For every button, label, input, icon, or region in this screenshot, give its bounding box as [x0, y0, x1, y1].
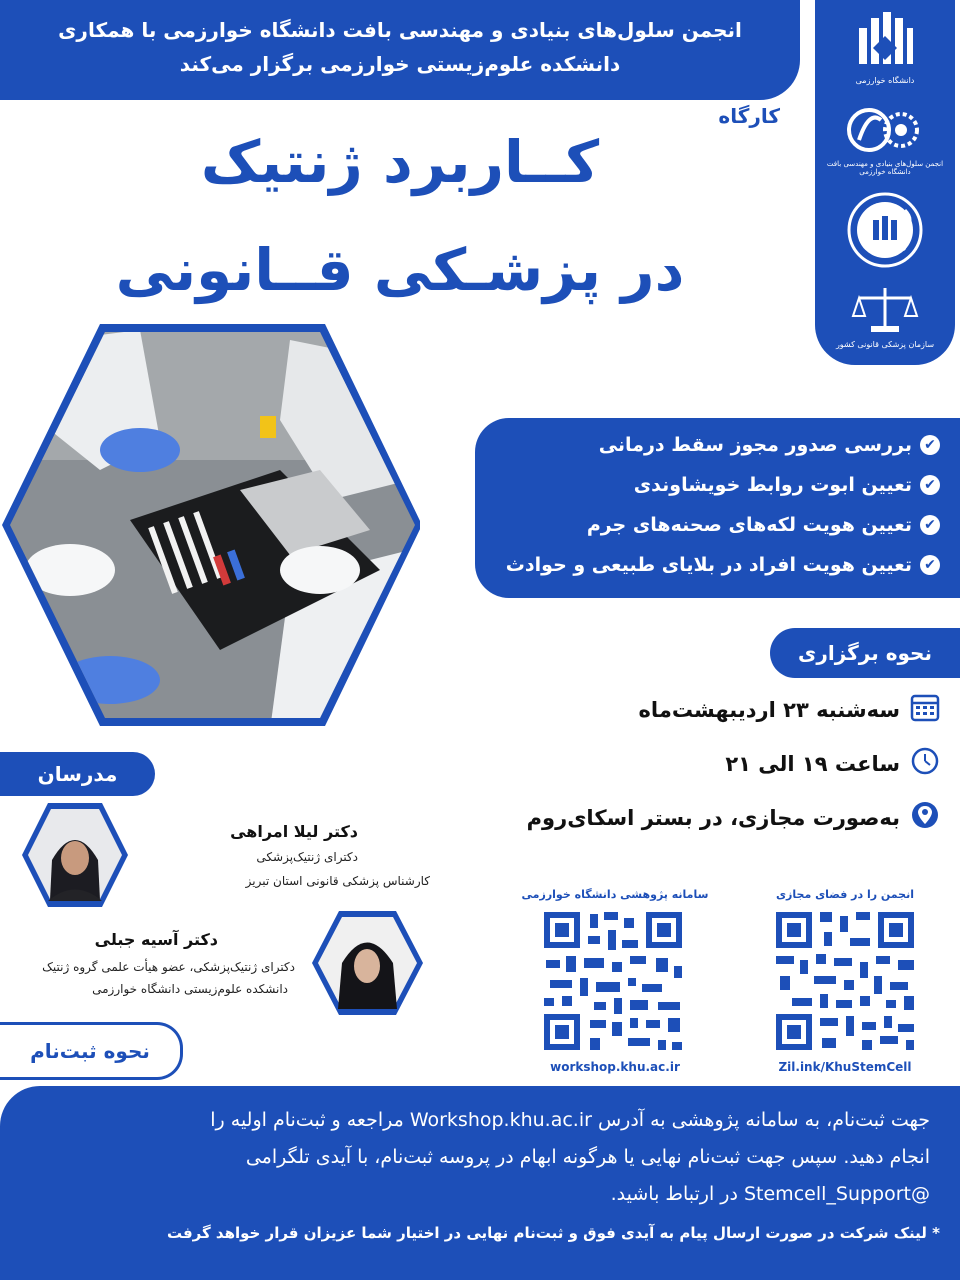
topic-item	[506, 554, 940, 576]
university-logo-caption: دانشگاه خوارزمی	[855, 76, 915, 85]
calendar-icon	[910, 692, 940, 727]
instructor-name: دکتر آسیه جبلی	[94, 930, 218, 949]
date-text: سه‌شنبه ۲۳ اردیبهشت‌ماه	[638, 697, 900, 722]
header-line-2: دانشکده علوم‌زیستی خوارزمی برگزار می‌کند	[179, 52, 621, 76]
topic-label: تعیین هویت افراد در بلایای طبیعی و حوادث	[505, 554, 912, 576]
clock-icon	[910, 746, 940, 781]
association-logo-icon	[845, 100, 925, 160]
header-banner	[0, 0, 800, 100]
topic-label: تعیین هویت لکه‌های صحنه‌های جرم	[586, 514, 912, 536]
check-icon: ✔	[920, 435, 940, 455]
title-line-2: در پزشـکی قــانونی	[115, 236, 685, 304]
qr-code-association[interactable]	[770, 906, 920, 1060]
legal-medicine-logo-caption: سازمان پزشکی قانونی کشور	[835, 340, 935, 349]
qr-research-link[interactable]: workshop.khu.ac.ir	[550, 1060, 680, 1074]
topic-label: بررسی صدور مجوز سقط درمانی	[598, 434, 912, 456]
qr-research-title: سامانه پژوهشی دانشگاه خوارزمی	[521, 888, 709, 901]
logo-column	[815, 0, 955, 365]
check-icon: ✔	[920, 475, 940, 495]
place-text: به‌صورت مجازی، در بستر اسکای‌روم	[526, 805, 900, 830]
title-line-1: کــاربرد ژنتیک	[200, 128, 600, 196]
qr-association-link[interactable]: Zil.ink/KhuStemCell	[778, 1060, 912, 1074]
registration-line-1: جهت ثبت‌نام، به سامانه پژوهشی به آدرس Workshop.khu.ac.ir مراجعه و ثبت‌نام اولیه را	[210, 1109, 930, 1131]
registration-note: * لینک شرکت در صورت ارسال پیام به آیدی فوق و ثبت‌نام نهایی در اختیار شما عزیزان قرار خواهد گرفت	[166, 1224, 940, 1242]
instructor-name: دکتر لیلا امراهی	[230, 822, 358, 841]
topic-label: تعیین ابوت روابط خویشاوندی	[633, 474, 912, 496]
instructor-position: دانشکده علوم‌زیستی دانشگاه خوارزمی	[92, 982, 288, 996]
time-row	[725, 746, 940, 781]
qr-code-research[interactable]	[538, 906, 688, 1060]
topic-item	[599, 434, 940, 456]
avatar	[310, 908, 425, 1018]
registration-line-3: @Stemcell_Support در ارتباط باشید.	[610, 1183, 930, 1205]
qr-association-title: انجمن را در فضای مجازی	[775, 888, 915, 901]
check-icon: ✔	[920, 555, 940, 575]
university-logo-icon	[855, 8, 915, 68]
check-icon: ✔	[920, 515, 940, 535]
location-pin-icon	[910, 800, 940, 835]
schedule-heading: نحوه برگزاری	[770, 628, 960, 678]
avatar	[20, 800, 130, 910]
topic-item	[587, 514, 940, 536]
instructors-heading: مدرسان	[0, 752, 155, 796]
legal-medicine-logo-icon	[845, 282, 925, 342]
forensic-photo	[0, 320, 420, 730]
date-row	[639, 692, 940, 727]
instructor-title: دکترای ژنتیک‌پزشکی، عضو هیأت علمی گروه ژنتیک	[42, 960, 295, 974]
registration-line-2: انجام دهید. سپس جهت ثبت‌نام نهایی یا هرگونه ابهام در پروسه ثبت‌نام، با آیدی تلگرامی	[245, 1146, 930, 1168]
faculty-logo-icon	[845, 190, 925, 270]
workshop-label: کارگاه	[718, 104, 780, 128]
instructor-title: دکترای ژنتیک‌پزشکی	[256, 850, 358, 864]
registration-heading: نحوه ثبت‌نام	[0, 1022, 183, 1080]
header-line-1: انجمن سلول‌های بنیادی و مهندسی بافت دانشگاه خوارزمی با همکاری	[58, 18, 742, 42]
topic-item	[634, 474, 940, 496]
association-logo-caption: انجمن سلول‌های بنیادی و مهندسی بافت دانشگاه خوارزمی	[826, 160, 944, 176]
instructor-position: کارشناس پزشکی قانونی استان تبریز	[245, 874, 430, 888]
place-row	[527, 800, 940, 835]
time-text: ساعت ۱۹ الی ۲۱	[725, 751, 900, 776]
